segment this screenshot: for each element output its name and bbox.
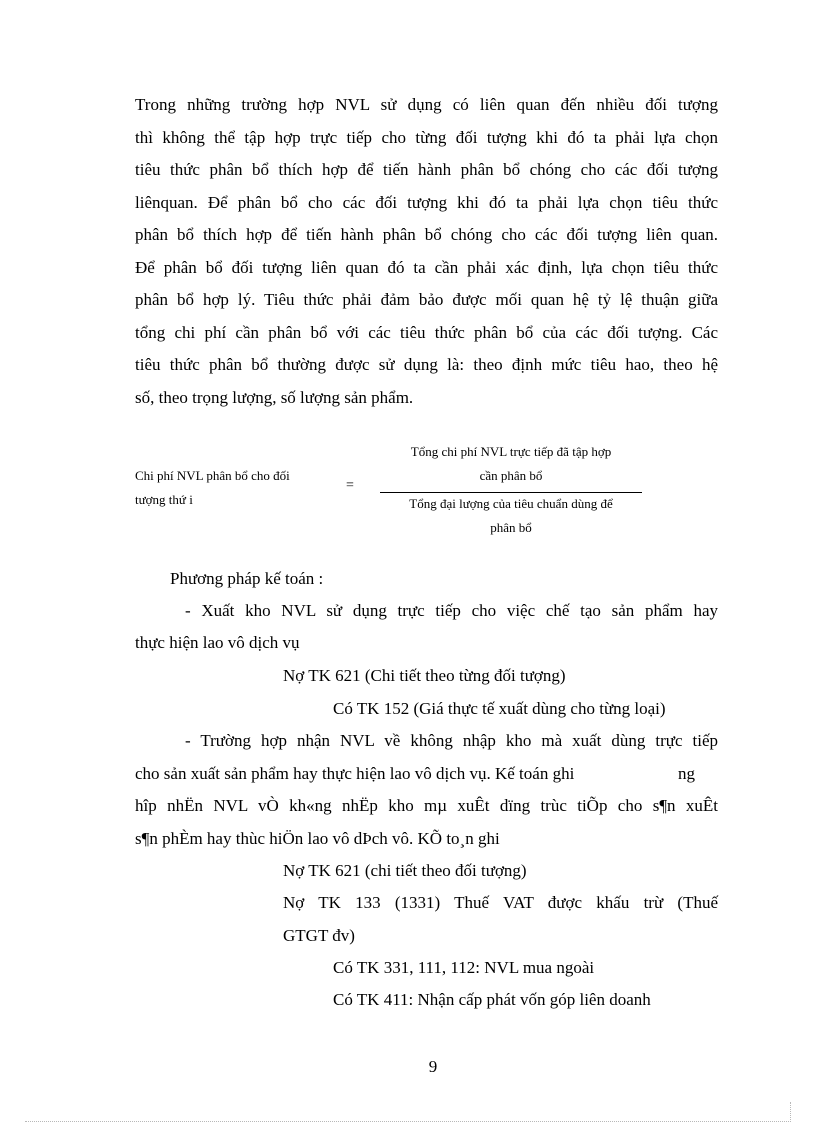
paragraph-line: liênquan. Để phân bổ cho các đối tượng khi đó ta phải lựa chọn tiêu thức: [135, 192, 718, 212]
journal-debit: Nợ TK 621 (Chi tiết theo từng đối tượng): [283, 666, 566, 685]
paragraph-line: Trong những trường hợp NVL sử dụng có liên quan đến nhiều đối tượng: [135, 95, 718, 114]
paragraph-line: Để phân bổ đối tượng liên quan đó ta cần phải xác định, lựa chọn tiêu thức: [135, 257, 718, 277]
garbled-text-line: s¶n phÈm hay thùc hiÖn lao vô dÞch vô. KÕ to¸n ghi: [135, 829, 500, 848]
case-2-text: - Trường hợp nhận NVL về không nhập kho mà xuất dùng trực tiếp: [185, 731, 718, 750]
formula-lhs-line: Chi phí NVL phân bổ cho đối: [135, 468, 290, 483]
numerator-line: cần phân bổ: [479, 468, 543, 483]
case-2-text: cho sản xuất sản phẩm hay thực hiện lao vô dịch vụ. Kế toán ghi: [135, 764, 575, 783]
journal-debit: GTGT đv): [283, 926, 355, 945]
formula-numerator: [380, 440, 642, 488]
formula-denominator: [380, 492, 642, 540]
numerator-line: Tổng chi phí NVL trực tiếp đã tập hợp: [410, 444, 612, 459]
paragraph-line: thì không thể tập hợp trực tiếp cho từng đối tượng khi đó ta phải lựa chọn: [135, 127, 718, 147]
page-right-border: [790, 1102, 791, 1122]
journal-debit: Nợ TK 621 (chi tiết theo đối tượng): [283, 861, 527, 880]
case-1-text: thực hiện lao vô dịch vụ: [135, 633, 300, 652]
denominator-line: phân bổ: [490, 520, 532, 535]
method-heading: Phương pháp kế toán :: [170, 569, 324, 588]
case-1-text: - Xuất kho NVL sử dụng trực tiếp cho việc chế tạo sản phẩm hay: [185, 601, 718, 620]
paragraph-line: tiêu thức phân bổ thích hợp để tiến hành phân bổ chóng cho các đối tượng: [135, 160, 718, 179]
journal-credit: Có TK 152 (Giá thực tế xuất dùng cho từng loại): [333, 699, 666, 718]
paragraph-line: tiêu thức phân bổ thường được sử dụng là: theo định mức tiêu hao, theo hệ: [135, 355, 718, 374]
paragraph-line: tổng chi phí cần phân bổ với các tiêu thức phân bổ của các đối tượng. Các: [135, 322, 718, 342]
denominator-line: Tổng đại lượng của tiêu chuẩn dùng để: [409, 496, 613, 511]
formula-lhs: [135, 464, 335, 512]
page-bottom-border: [25, 1121, 791, 1122]
formula-equals: =: [346, 478, 354, 493]
paragraph-line: số, theo trọng lượng, số lượng sản phẩm.: [135, 387, 414, 407]
paragraph-line: phân bổ thích hợp để tiến hành phân bổ chóng cho các đối tượng liên quan.: [135, 225, 718, 244]
garbled-text-line: hîp nhËn NVL vÒ kh«ng nhËp kho mµ xuÊt dïng trùc tiÕp cho s¶n xuÊt: [135, 796, 718, 815]
journal-credit: Có TK 331, 111, 112: NVL mua ngoài: [333, 958, 595, 977]
page-number: 9: [428, 1057, 438, 1076]
journal-debit: Nợ TK 133 (1331) Thuế VAT được khấu trừ (Thuế: [283, 893, 718, 912]
journal-credit: Có TK 411: Nhận cấp phát vốn góp liên doanh: [333, 990, 651, 1009]
case-2-text-fragment: ng: [678, 764, 695, 783]
paragraph-line: phân bổ hợp lý. Tiêu thức phải đảm bảo được mối quan hệ tỷ lệ thuận giữa: [135, 290, 718, 309]
formula-lhs-line: tượng thứ i: [135, 492, 193, 507]
